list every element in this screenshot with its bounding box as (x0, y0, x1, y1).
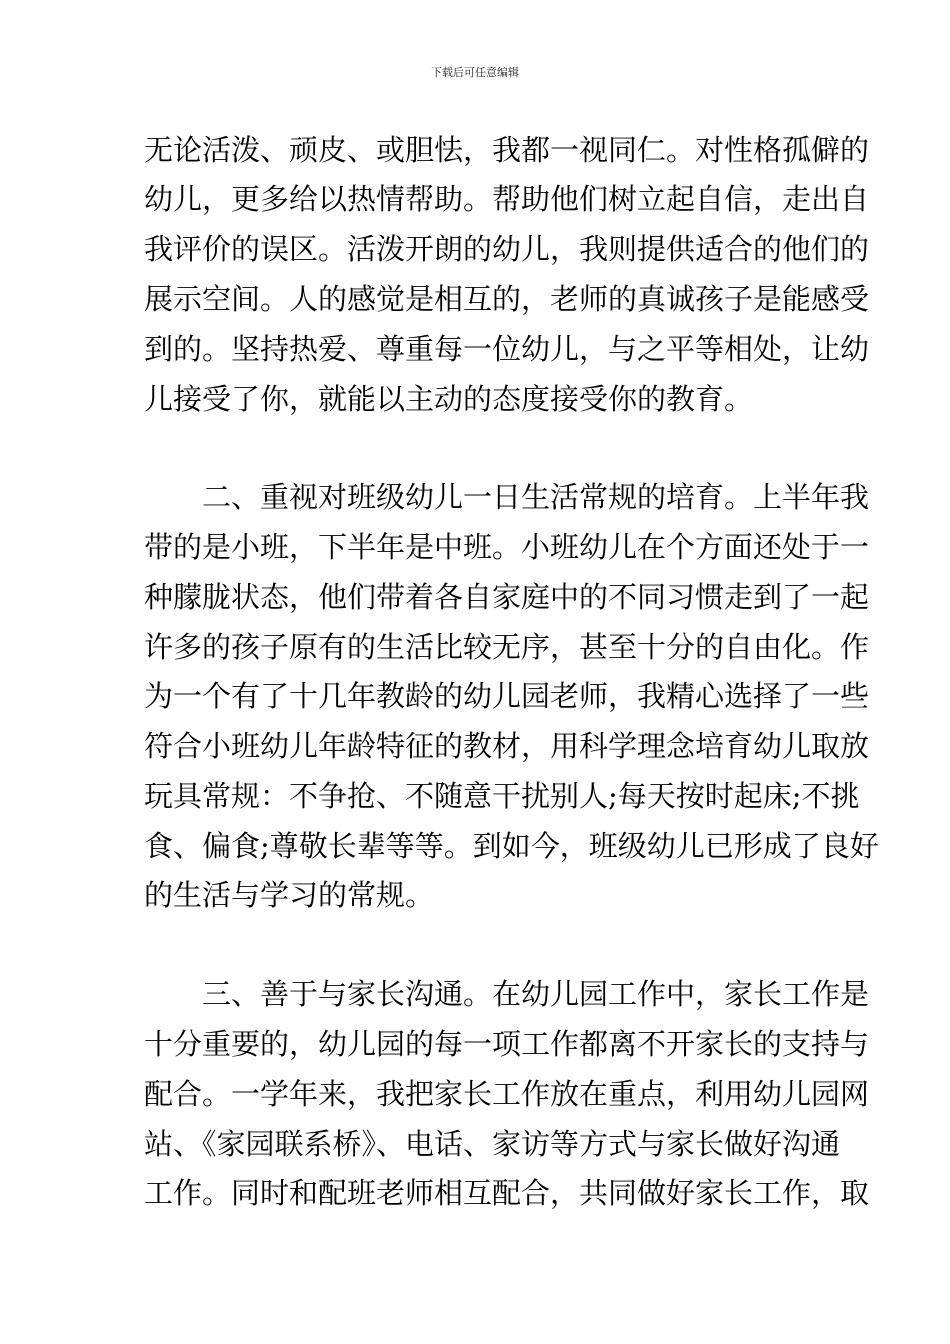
text-line (0, 669, 950, 723)
text-line (0, 570, 950, 624)
page-header: 下载后可任意编辑 (431, 66, 519, 79)
text-line-content: 带的是小班，下半年是中班。小班幼儿在个方面还处于一 (144, 530, 870, 564)
text-line (0, 967, 950, 1021)
text-line-content: 无论活泼、顽皮、或胆怯，我都一视同仁。对性格孤僻的 (144, 133, 870, 167)
text-line-content: 为一个有了十几年教龄的幼儿园老师，我精心选择了一些 (144, 679, 870, 713)
text-line (0, 819, 950, 873)
text-line-content: 的生活与学习的常规。 (144, 878, 435, 912)
text-line-content: 玩具常规：不争抢、不随意干扰别人;每天按时起床;不挑 (144, 779, 860, 813)
text-line (0, 769, 950, 823)
text-line (0, 1117, 950, 1171)
text-line-content: 种朦胧状态，他们带着各自家庭中的不同习惯走到了一起 (144, 580, 870, 614)
text-line-content: 符合小班幼儿年龄特征的教材，用科学理念培育幼儿取放 (144, 729, 870, 763)
text-line-content: 许多的孩子原有的生活比较无序，甚至十分的自由化。作 (144, 630, 870, 664)
text-line (0, 719, 950, 773)
text-line (0, 372, 950, 426)
text-line (0, 520, 950, 574)
text-line-content: 到的。坚持热爱、尊重每一位幼儿，与之平等相处，让幼 (144, 332, 870, 366)
text-line-content: 幼儿，更多给以热情帮助。帮助他们树立起自信，走出自 (144, 182, 870, 216)
text-line-content: 儿接受了你，就能以主动的态度接受你的教育。 (144, 382, 754, 416)
text-line (0, 470, 950, 524)
text-line (0, 620, 950, 674)
text-line (0, 868, 950, 922)
text-line-content: 十分重要的，幼儿园的每一项工作都离不开家长的支持与 (144, 1027, 870, 1061)
text-line (0, 1067, 950, 1121)
text-line (0, 172, 950, 226)
text-line-content: 配合。一学年来，我把家长工作放在重点，利用幼儿园网 (144, 1077, 870, 1111)
text-line-content: 工作。同时和配班老师相互配合，共同做好家长工作，取 (144, 1176, 870, 1210)
text-line-content: 三、善于与家长沟通。在幼儿园工作中，家长工作是 (202, 977, 870, 1011)
text-line (0, 1166, 950, 1220)
text-line-content: 展示空间。人的感觉是相互的，老师的真诚孩子是能感受 (144, 282, 870, 316)
text-line-content: 食、偏食;尊敬长辈等等。到如今，班级幼儿已形成了良好 (144, 829, 879, 863)
text-line-content: 二、重视对班级幼儿一日生活常规的培育。上半年我 (202, 480, 870, 514)
text-line (0, 123, 950, 177)
text-line (0, 1017, 950, 1071)
text-line (0, 322, 950, 376)
text-line (0, 272, 950, 326)
text-line (0, 222, 950, 276)
text-line-content: 站、《家园联系桥》、电话、家访等方式与家长做好沟通 (144, 1127, 841, 1161)
text-line-content: 我评价的误区。活泼开朗的幼儿，我则提供适合的他们的 (144, 232, 870, 266)
